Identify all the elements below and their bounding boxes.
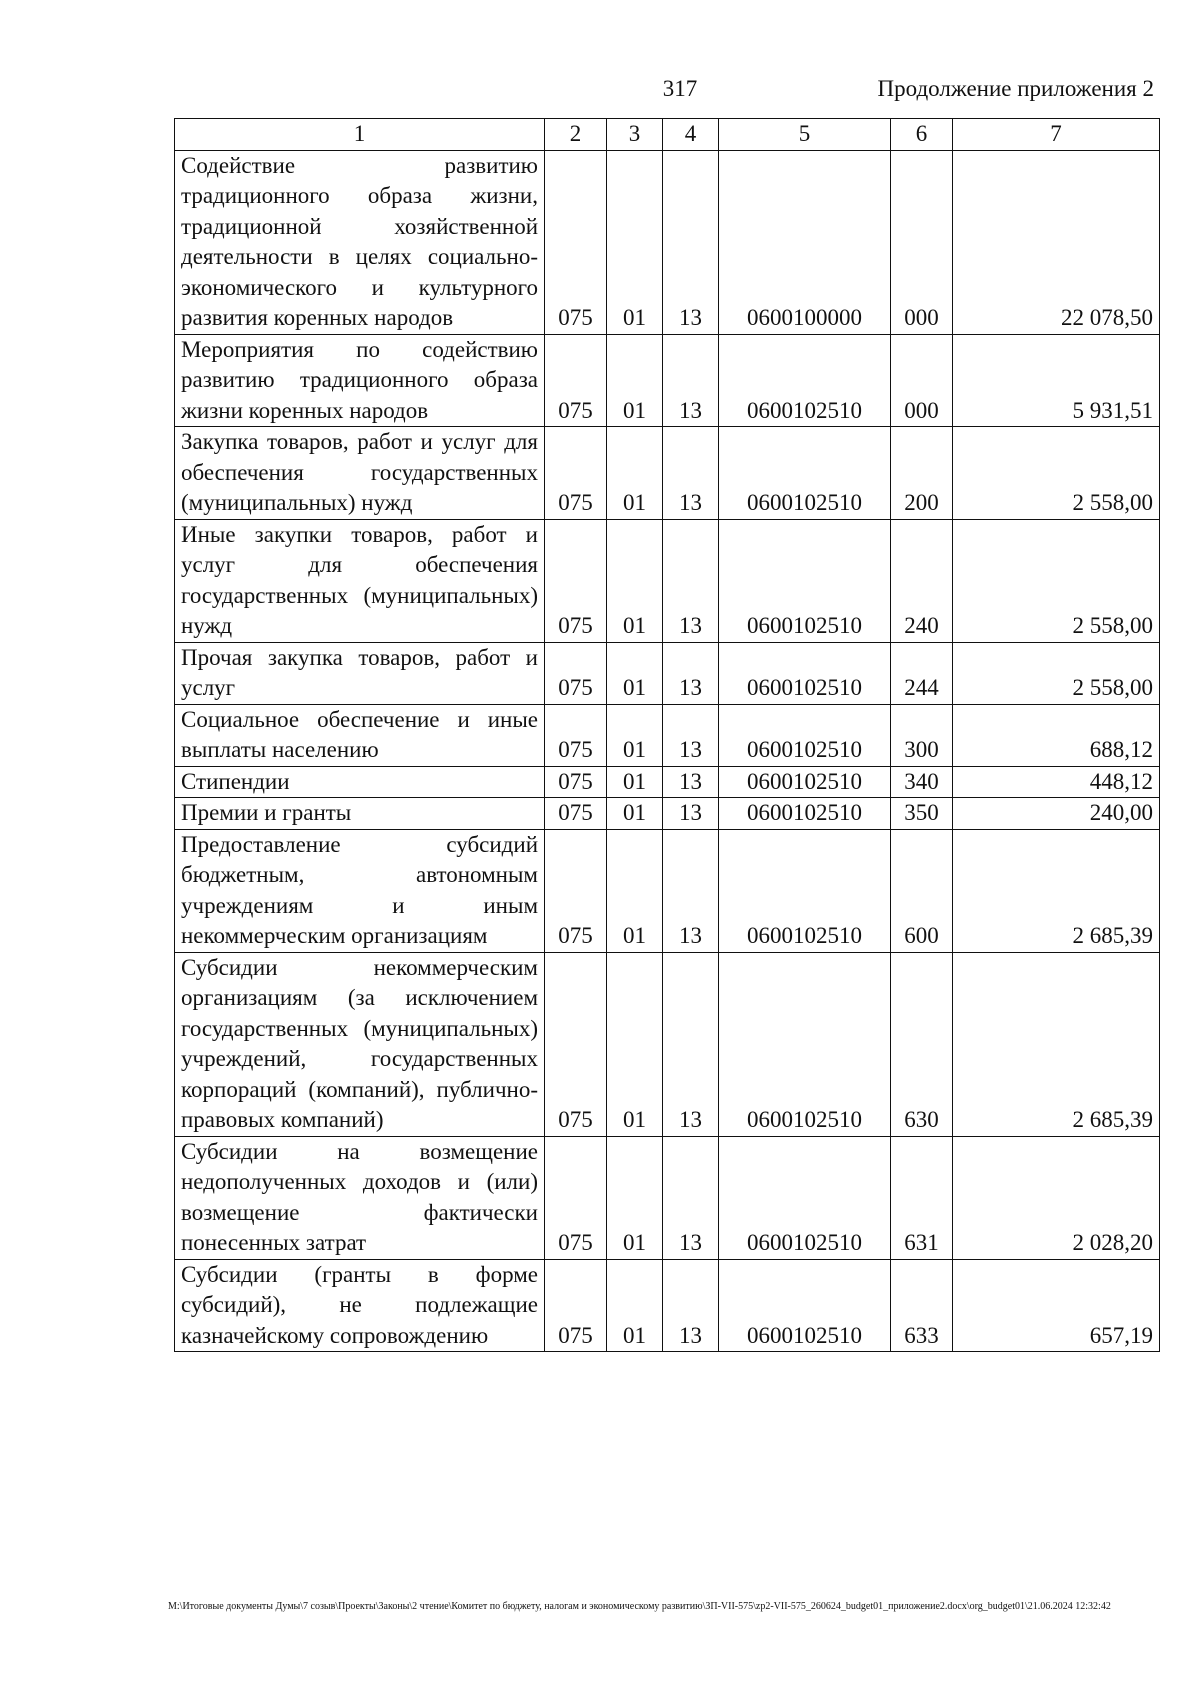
amount-cell: 5 931,51: [953, 334, 1160, 427]
target-article-cell: 0600102510: [719, 829, 891, 952]
subsection-cell: 13: [663, 952, 719, 1136]
section-cell: 01: [607, 798, 663, 830]
budget-table: [174, 118, 1160, 1352]
subsection-cell: 13: [663, 829, 719, 952]
table-row: [175, 150, 1160, 334]
amount-cell: 448,12: [953, 766, 1160, 798]
admin-code-cell: 075: [545, 427, 607, 520]
column-header: 5: [719, 119, 891, 151]
admin-code-cell: 075: [545, 952, 607, 1136]
subsection-cell: 13: [663, 150, 719, 334]
section-cell: 01: [607, 519, 663, 642]
section-cell: 01: [607, 150, 663, 334]
section-cell: 01: [607, 704, 663, 766]
row-name-cell: Стипендии: [175, 766, 545, 798]
row-name-cell: Иные закупки товаров, работ и услуг для обеспечения государственных (муниципальных) нужд: [175, 519, 545, 642]
section-cell: 01: [607, 829, 663, 952]
table-row: [175, 1259, 1160, 1352]
section-cell: 01: [607, 952, 663, 1136]
table-row: [175, 427, 1160, 520]
admin-code-cell: 075: [545, 766, 607, 798]
admin-code-cell: 075: [545, 642, 607, 704]
expense-type-cell: 000: [891, 150, 953, 334]
expense-type-cell: 631: [891, 1136, 953, 1259]
expense-type-cell: 000: [891, 334, 953, 427]
amount-cell: 2 558,00: [953, 519, 1160, 642]
row-name-cell: Субсидии на возмещение недополученных доходов и (или) возмещение фактически понесенных затрат: [175, 1136, 545, 1259]
admin-code-cell: 075: [545, 519, 607, 642]
section-cell: 01: [607, 1136, 663, 1259]
expense-type-cell: 300: [891, 704, 953, 766]
section-cell: 01: [607, 427, 663, 520]
row-name-cell: Субсидии некоммерческим организациям (за исключением государственных (муниципальных) учреждений, государственных корпораций (компаний), публично-правовых компаний): [175, 952, 545, 1136]
subsection-cell: 13: [663, 766, 719, 798]
target-article-cell: 0600102510: [719, 1136, 891, 1259]
amount-cell: 22 078,50: [953, 150, 1160, 334]
subsection-cell: 13: [663, 334, 719, 427]
table-row: [175, 1136, 1160, 1259]
subsection-cell: 13: [663, 704, 719, 766]
page-number: 317: [662, 76, 698, 101]
subsection-cell: 13: [663, 1259, 719, 1352]
table-row: [175, 952, 1160, 1136]
row-name-cell: Прочая закупка товаров, работ и услуг: [175, 642, 545, 704]
amount-cell: 2 558,00: [953, 642, 1160, 704]
table-row: [175, 798, 1160, 830]
table-row: [175, 704, 1160, 766]
subsection-cell: 13: [663, 798, 719, 830]
target-article-cell: 0600102510: [719, 952, 891, 1136]
admin-code-cell: 075: [545, 704, 607, 766]
amount-cell: 2 685,39: [953, 829, 1160, 952]
admin-code-cell: 075: [545, 334, 607, 427]
subsection-cell: 13: [663, 642, 719, 704]
section-cell: 01: [607, 334, 663, 427]
target-article-cell: 0600102510: [719, 766, 891, 798]
subsection-cell: 13: [663, 1136, 719, 1259]
admin-code-cell: 075: [545, 150, 607, 334]
admin-code-cell: 075: [545, 798, 607, 830]
row-name-cell: Содействие развитию традиционного образа жизни, традиционной хозяйственной деятельности в целях социально-экономического и культурного развития коренных народов: [175, 150, 545, 334]
column-header: 6: [891, 119, 953, 151]
target-article-cell: 0600102510: [719, 1259, 891, 1352]
table-row: [175, 642, 1160, 704]
column-header: 4: [663, 119, 719, 151]
expense-type-cell: 240: [891, 519, 953, 642]
column-header: 2: [545, 119, 607, 151]
subsection-cell: 13: [663, 519, 719, 642]
table-row: [175, 334, 1160, 427]
row-name-cell: Мероприятия по содействию развитию традиционного образа жизни коренных народов: [175, 334, 545, 427]
admin-code-cell: 075: [545, 1259, 607, 1352]
row-name-cell: Закупка товаров, работ и услуг для обеспечения государственных (муниципальных) нужд: [175, 427, 545, 520]
table-row: [175, 829, 1160, 952]
amount-cell: 688,12: [953, 704, 1160, 766]
target-article-cell: 0600102510: [719, 427, 891, 520]
expense-type-cell: 630: [891, 952, 953, 1136]
section-cell: 01: [607, 1259, 663, 1352]
amount-cell: 2 028,20: [953, 1136, 1160, 1259]
column-header: 3: [607, 119, 663, 151]
target-article-cell: 0600102510: [719, 798, 891, 830]
document-path-footer: M:\Итоговые документы Думы\7 созыв\Проекты\Законы\2 чтение\Комитет по бюджету, налогам и экономическому развитию\ЗП-VII-575\zp2-VII-575_260624_budget01_приложение2.docx\org_budget01\21.06.2024 12:32:42: [168, 1601, 1111, 1612]
column-header: 7: [953, 119, 1160, 151]
section-cell: 01: [607, 766, 663, 798]
amount-cell: 2 685,39: [953, 952, 1160, 1136]
page-caption: Продолжение приложения 2: [877, 76, 1154, 101]
section-cell: 01: [607, 642, 663, 704]
row-name-cell: Социальное обеспечение и иные выплаты населению: [175, 704, 545, 766]
amount-cell: 657,19: [953, 1259, 1160, 1352]
amount-cell: 240,00: [953, 798, 1160, 830]
target-article-cell: 0600100000: [719, 150, 891, 334]
expense-type-cell: 600: [891, 829, 953, 952]
row-name-cell: Субсидии (гранты в форме субсидий), не подлежащие казначейскому сопровождению: [175, 1259, 545, 1352]
expense-type-cell: 350: [891, 798, 953, 830]
table-row: [175, 766, 1160, 798]
target-article-cell: 0600102510: [719, 642, 891, 704]
target-article-cell: 0600102510: [719, 704, 891, 766]
row-name-cell: Предоставление субсидий бюджетным, автономным учреждениям и иным некоммерческим организациям: [175, 829, 545, 952]
expense-type-cell: 633: [891, 1259, 953, 1352]
admin-code-cell: 075: [545, 1136, 607, 1259]
amount-cell: 2 558,00: [953, 427, 1160, 520]
table-row: [175, 519, 1160, 642]
column-header: 1: [175, 119, 545, 151]
subsection-cell: 13: [663, 427, 719, 520]
expense-type-cell: 340: [891, 766, 953, 798]
row-name-cell: Премии и гранты: [175, 798, 545, 830]
admin-code-cell: 075: [545, 829, 607, 952]
target-article-cell: 0600102510: [719, 519, 891, 642]
table-header-row: [175, 119, 1160, 151]
expense-type-cell: 244: [891, 642, 953, 704]
expense-type-cell: 200: [891, 427, 953, 520]
target-article-cell: 0600102510: [719, 334, 891, 427]
